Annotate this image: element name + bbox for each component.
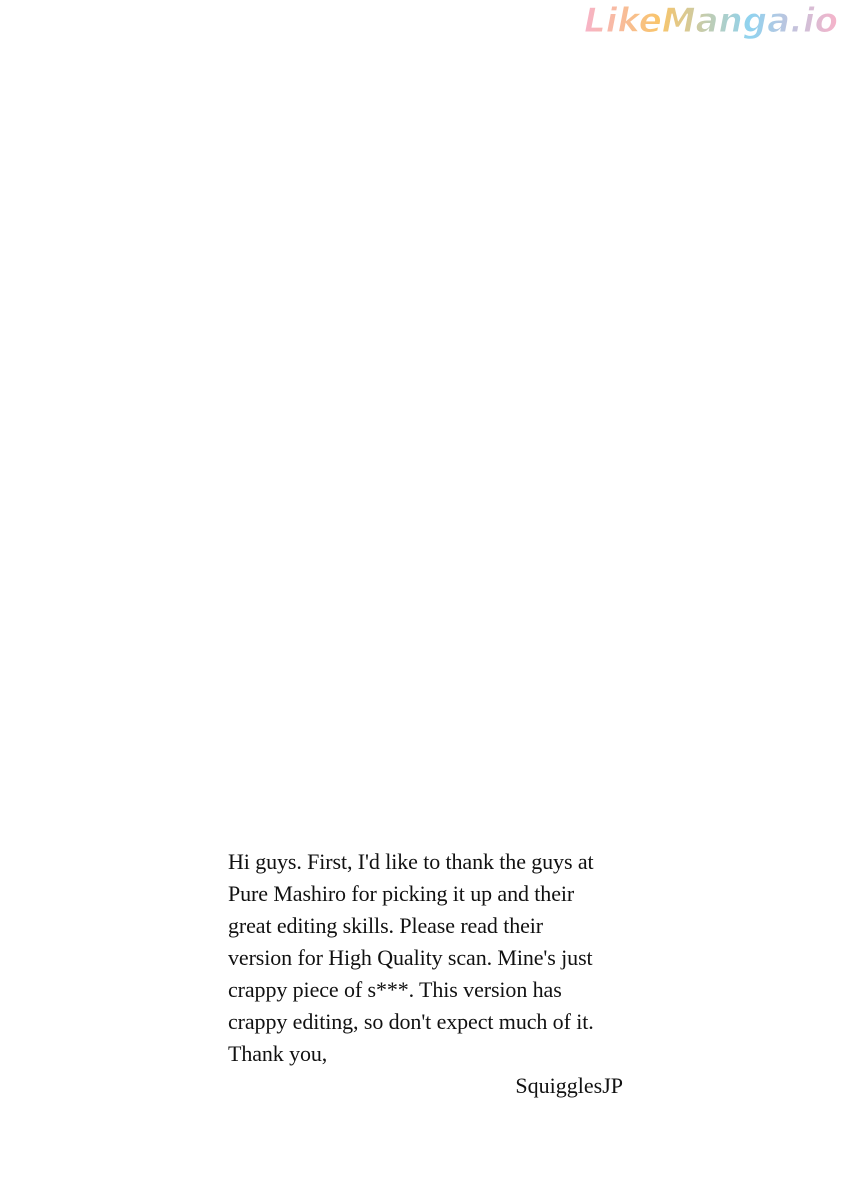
note-line: Hi guys. First, I'd like to thank the guys at — [228, 849, 594, 874]
note-line: Thank you, — [228, 1041, 328, 1066]
translator-note — [228, 846, 648, 1070]
watermark-graphic — [580, 0, 850, 42]
note-line: crappy editing, so don't expect much of it. — [228, 1009, 594, 1034]
note-line: great editing skills. Please read their — [228, 913, 544, 938]
site-watermark-logo — [580, 0, 850, 42]
note-signature: SquigglesJP — [515, 1073, 623, 1098]
svg-text:LikeManga.io: LikeManga.io — [584, 1, 838, 41]
note-line: version for High Quality scan. Mine's just — [228, 945, 593, 970]
note-line: crappy piece of s***. This version has — [228, 977, 562, 1002]
note-line: Pure Mashiro for picking it up and their — [228, 881, 575, 906]
